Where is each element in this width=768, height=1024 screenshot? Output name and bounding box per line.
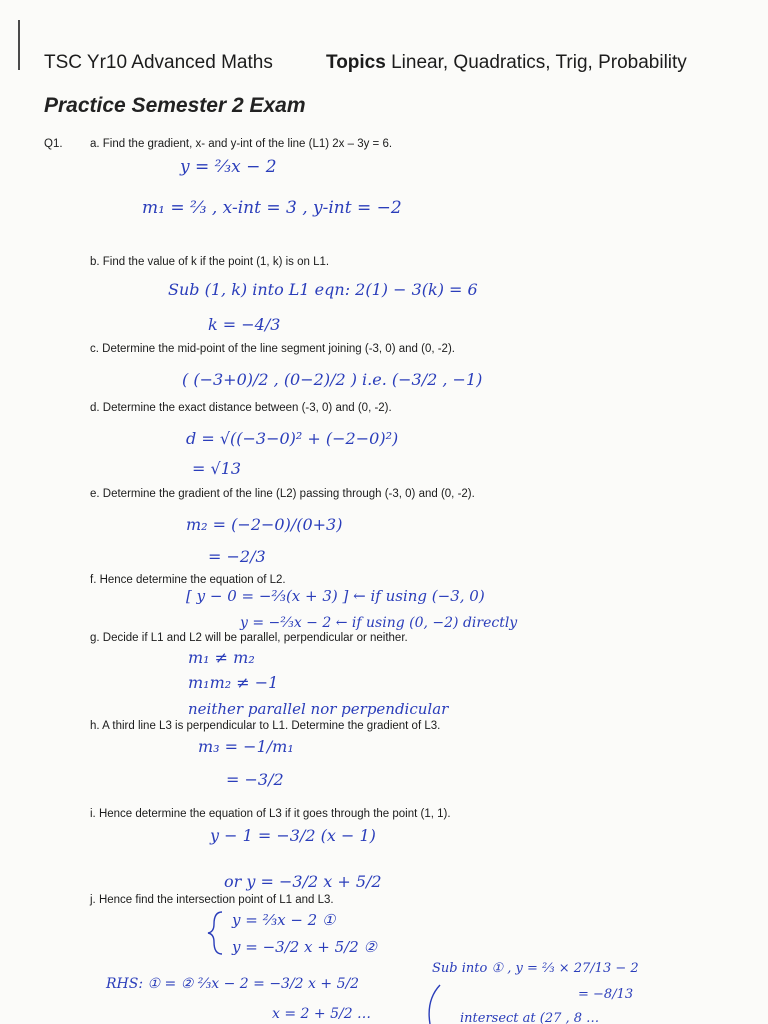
question-number: Q1.: [44, 138, 63, 150]
working-b-line1: Sub (1, k) into L1 eqn: 2(1) − 3(k) = 6: [168, 280, 478, 299]
working-g-line3: neither parallel nor perpendicular: [188, 700, 449, 718]
working-c-line1: ( (−3+0)/2 , (0−2)/2 ) i.e. (−3/2 , −1): [182, 370, 483, 389]
working-a-line2: m₁ = ⅔ , x-int = 3 , y-int = −2: [142, 198, 402, 218]
working-h-line2: = −3/2: [226, 770, 284, 789]
question-part-e: e. Determine the gradient of the line (L2) passing through (-3, 0) and (0, -2).: [90, 488, 475, 500]
working-g-line2: m₁m₂ ≠ −1: [188, 673, 279, 692]
working-g-line1: m₁ ≠ m₂: [188, 648, 255, 667]
working-j-line1: y = ⅔x − 2 ①: [232, 911, 336, 929]
arrow-curve-mark: [429, 985, 440, 1024]
working-a-line1: y = ⅔x − 2: [180, 157, 277, 177]
working-h-line1: m₃ = −1/m₁: [198, 737, 294, 756]
question-part-j: j. Hence find the intersection point of L1 and L3.: [90, 894, 334, 906]
working-i-line1: y − 1 = −3/2 (x − 1): [210, 826, 376, 845]
brace-mark: [208, 912, 222, 954]
working-e-line2: = −2/3: [208, 547, 266, 566]
working-j-line2: y = −3/2 x + 5/2 ②: [232, 938, 377, 956]
working-f-line1: [ y − 0 = −⅔(x + 3) ] ← if using (−3, 0): [186, 587, 485, 605]
working-i-line2: or y = −3/2 x + 5/2: [224, 872, 382, 891]
question-part-h: h. A third line L3 is perpendicular to L1. Determine the gradient of L3.: [90, 720, 441, 732]
question-part-g: g. Decide if L1 and L2 will be parallel, perpendicular or neither.: [90, 632, 408, 644]
working-f-line2: y = −⅔x − 2 ← if using (0, −2) directly: [240, 615, 518, 631]
question-part-d: d. Determine the exact distance between (-3, 0) and (0, -2).: [90, 402, 392, 414]
exam-title: Practice Semester 2 Exam: [44, 94, 306, 117]
working-j-line4: x = 2 + 5/2 …: [272, 1006, 372, 1022]
course-name: TSC Yr10 Advanced Maths: [44, 52, 273, 73]
question-part-a: a. Find the gradient, x- and y-int of the line (L1) 2x – 3y = 6.: [90, 138, 393, 150]
working-e-line1: m₂ = (−2−0)/(0+3): [186, 515, 343, 534]
working-j-line6: = −8/13: [578, 987, 634, 1002]
topics-label: Topics: [326, 52, 386, 73]
question-part-f: f. Hence determine the equation of L2.: [90, 574, 286, 586]
working-j-line3: RHS: ① = ② ⅔x − 2 = −3/2 x + 5/2: [106, 976, 360, 992]
working-d-line1: d = √((−3−0)² + (−2−0)²): [186, 429, 399, 448]
topics-list: Linear, Quadratics, Trig, Probability: [391, 52, 687, 73]
working-j-line5: Sub into ① , y = ⅔ × 27/13 − 2: [432, 961, 639, 976]
question-part-b: b. Find the value of k if the point (1, k) is on L1.: [90, 256, 330, 268]
working-d-line2: = √13: [192, 459, 242, 478]
question-part-i: i. Hence determine the equation of L3 if it goes through the point (1, 1).: [90, 808, 451, 820]
question-part-c: c. Determine the mid-point of the line segment joining (-3, 0) and (0, -2).: [90, 343, 455, 355]
working-j-line7: intersect at (27 , 8 …: [460, 1011, 600, 1024]
working-b-line2: k = −4/3: [208, 315, 281, 334]
